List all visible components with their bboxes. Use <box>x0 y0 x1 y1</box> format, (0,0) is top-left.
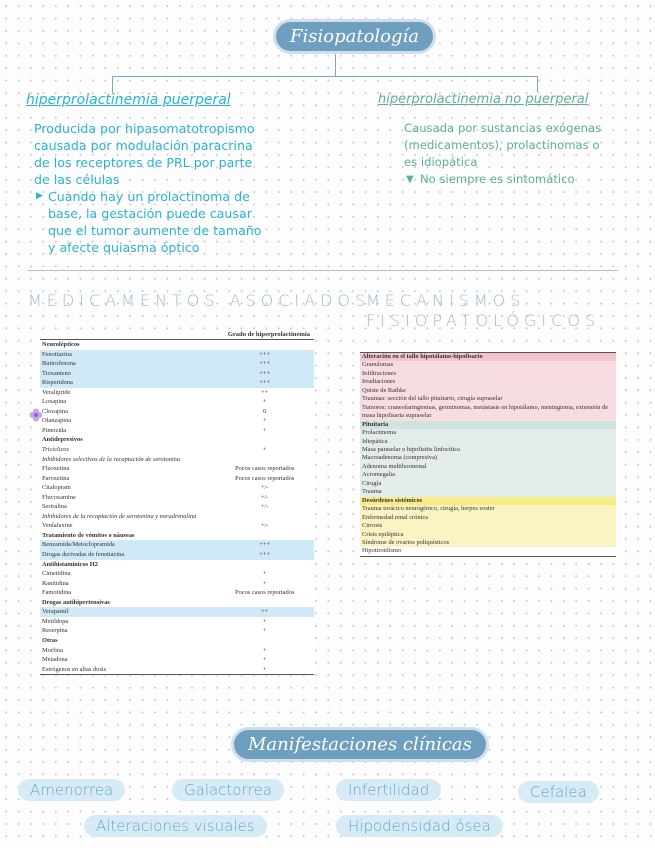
table-row <box>40 521 314 531</box>
drug-name: Loxapina <box>42 398 67 406</box>
drug-grade: +/- <box>260 493 269 501</box>
text-line: Producida por hipasomatotropismo <box>34 121 255 136</box>
chip-amenorrea: Amenorrea <box>18 779 125 801</box>
connector-vertical <box>335 54 336 76</box>
table-row <box>40 445 314 455</box>
table-row <box>40 378 314 388</box>
drug-grade: + <box>262 398 267 406</box>
drug-name: Tratamiento de vómitos o náuseas <box>42 531 135 539</box>
list-item: Infiltraciones <box>360 370 616 378</box>
drug-name: Veralipride <box>42 388 71 396</box>
text-line: es idiopática <box>404 155 478 169</box>
drug-grade: +++ <box>215 350 314 360</box>
bullet-line: No siempre es sintomático <box>420 172 575 186</box>
drug-grade: Pocos casos reportados <box>235 465 295 473</box>
list-item: Macroadenoma (compresiva) <box>360 454 616 462</box>
drug-name: Neurolépticos <box>42 341 80 348</box>
flower-icon <box>29 408 43 422</box>
drug-name: Reserpina <box>42 627 68 635</box>
table-row <box>40 502 314 512</box>
drug-grade: + <box>262 570 267 578</box>
list-item: Granulomas <box>360 361 616 369</box>
table-row <box>40 340 314 350</box>
list-item: Síndrome de ovarios poliquísticos <box>360 539 616 547</box>
bullet-line: y afecte quiasma óptico <box>48 240 200 255</box>
table-row <box>40 435 314 445</box>
table-row <box>40 397 314 407</box>
connector-right <box>537 76 538 92</box>
list-item: Irradiaciones <box>360 378 616 386</box>
drug-name: Drogas derivadas de fenotiazina <box>40 550 215 560</box>
drug-grade: + <box>262 646 267 654</box>
drug-grade <box>215 560 314 570</box>
drug-grade: +/- <box>260 503 269 511</box>
text-line: de los receptores de PRL por parte <box>34 155 253 170</box>
drug-grade: +/- <box>260 484 269 492</box>
drug-grade: Pocos casos reportados <box>235 589 295 597</box>
table-row <box>40 359 314 369</box>
chip-hipodensidad-osea: Hipodensidad ósea <box>336 815 503 837</box>
list-item: Trauma torácico neurogénico, cirugía, herpes zoster <box>360 505 616 513</box>
drug-name: Inhibidores de la recaptación de serotonina y noradrenalina <box>42 512 197 520</box>
table-row <box>40 416 314 426</box>
table-row <box>40 588 314 598</box>
chip-alteraciones-visuales: Alteraciones visuales <box>84 815 267 837</box>
bullet-line: Cuando hay un prolactinoma de <box>48 189 250 204</box>
table-row <box>40 483 314 493</box>
table-row <box>40 550 314 560</box>
drug-name: Cimetidina <box>42 570 71 578</box>
drug-name: Antidepresivos <box>42 436 83 444</box>
mecanismos-title: MECANISMOS FISIOPATOLÓGICOS <box>366 291 601 330</box>
table-row <box>40 407 314 417</box>
drug-grade <box>215 512 314 522</box>
connector-horizontal <box>112 76 538 77</box>
table-row <box>40 636 314 646</box>
drug-name: Antihistamínicos H2 <box>42 560 98 568</box>
table-row <box>40 569 314 579</box>
bullet-line: que el tumor aumente de tamaño <box>48 223 262 238</box>
table-row <box>40 655 314 665</box>
manifestaciones-title: Manifestaciones clínicas <box>234 730 486 759</box>
text-line: (medicamentos), prolactinomas o <box>404 138 600 152</box>
list-item: Tumores: craneofaringiomas, germinomas, metástasis en hipotálamo, meningioma, extensión de masa hipofisaria supraselar <box>360 404 616 421</box>
drug-name: Famotidina <box>42 589 72 597</box>
drug-grade: +++ <box>215 369 314 379</box>
drug-grade: + <box>262 627 267 635</box>
table-row <box>40 579 314 589</box>
drug-name: Drogas antihipertensivas <box>42 598 110 606</box>
drug-grade: +++ <box>215 378 314 388</box>
drug-name: Fluoxetina <box>42 465 70 473</box>
drug-grade: 0 <box>263 407 267 415</box>
drug-grade: ++ <box>261 388 269 396</box>
drug-name: Verapamil <box>40 607 215 617</box>
drug-name: Butirofenona <box>40 359 215 369</box>
drug-name: Venlafaxine <box>42 522 73 530</box>
heart-bullet-icon: ▼ <box>406 174 414 185</box>
list-item: Quiste de Rathke <box>360 387 616 395</box>
table-row <box>40 512 314 522</box>
page-title: Fisiopatología <box>276 22 433 51</box>
branch-right-title: hiperprolactinemia no puerperal <box>378 92 589 107</box>
list-item: Cirugía <box>360 480 616 488</box>
drug-name: Paroxetina <box>42 474 70 482</box>
list-item: Alteración en el tallo hipotálamo-hipofisario <box>360 353 616 361</box>
medicamentos-table-card <box>40 330 314 675</box>
drug-grade <box>215 636 314 646</box>
drug-grade: + <box>262 426 267 434</box>
section-divider <box>28 270 618 271</box>
drug-grade: +++ <box>215 359 314 369</box>
table-row <box>40 617 314 627</box>
drug-grade: + <box>262 656 267 664</box>
drug-name: Citalopram <box>42 484 71 492</box>
drug-name: Olanzapina <box>42 417 72 425</box>
table-row <box>40 369 314 379</box>
medicamentos-title: MEDICAMENTOS ASOCIADOS <box>28 291 371 310</box>
table-row <box>40 665 314 675</box>
drug-name: Fluvoxamine <box>42 493 76 501</box>
table-row <box>40 350 314 360</box>
drug-name: Estrógenos en altas dosis <box>42 665 107 673</box>
drug-name: Tricíclicos <box>42 446 69 454</box>
medicamentos-table <box>40 340 314 674</box>
drug-name: Inhibidores selectivos de la recaptación de serotonina <box>42 455 181 463</box>
drug-name: Risperidona <box>40 378 215 388</box>
drug-grade <box>215 598 314 608</box>
list-item: Crisis epiléptica <box>360 531 616 539</box>
drug-name: Otras <box>42 636 58 644</box>
list-item: Adenoma multihormonal <box>360 463 616 471</box>
list-item: Pituitaria <box>360 421 616 429</box>
list-item: Cirrosis <box>360 522 616 530</box>
drug-grade <box>215 531 314 541</box>
table-row <box>40 426 314 436</box>
list-item: Hipotiroidismo <box>362 547 402 555</box>
table-row <box>40 646 314 656</box>
drug-grade: +++ <box>215 540 314 550</box>
text-line: Causada por sustancias exógenas <box>404 121 602 135</box>
drug-name: Pimozida <box>42 426 67 434</box>
chip-galactorrea: Galactorrea <box>172 779 284 801</box>
drug-grade: + <box>262 665 267 673</box>
drug-grade: + <box>262 446 267 454</box>
drug-name: Benzamida/Metoclopramida <box>40 540 215 550</box>
text-line: causada por modulación paracrina <box>34 138 253 153</box>
drug-grade: + <box>262 417 267 425</box>
list-item: Masa paraselar o hipofisitis linfocítica <box>360 446 616 454</box>
table-row <box>40 474 314 484</box>
list-item: Acromegalia <box>360 471 616 479</box>
chip-infertilidad: Infertilidad <box>336 779 441 801</box>
table-row <box>40 626 314 636</box>
list-item: Enfermedad renal crónica <box>360 514 616 522</box>
table-row <box>40 464 314 474</box>
text-line: de las células <box>34 172 120 187</box>
branch-right-body <box>404 120 601 188</box>
chip-cefalea: Cefalea <box>518 781 599 803</box>
table-row <box>40 531 314 541</box>
list-item: Idiopática <box>360 438 616 446</box>
drug-grade: + <box>262 579 267 587</box>
table-row <box>40 607 314 617</box>
branch-left-body <box>34 120 262 256</box>
drug-name: Morfina <box>42 646 63 654</box>
drug-grade <box>215 340 314 350</box>
table-row <box>40 455 314 465</box>
drug-grade: + <box>262 617 267 625</box>
table-row <box>40 388 314 398</box>
column-header: Grado de hiperprolactinemia <box>227 331 310 338</box>
bullet-line: base, la gestación puede causar <box>48 206 252 221</box>
drug-grade: +++ <box>215 550 314 560</box>
table-row <box>40 598 314 608</box>
drug-grade <box>215 455 314 465</box>
table-row <box>40 560 314 570</box>
drug-name: Fenotiazina <box>40 350 215 360</box>
drug-grade: Pocos casos reportados <box>235 474 295 482</box>
list-item: Trauma <box>360 488 616 496</box>
list-item: Traumas: sección del tallo pituitario, cirugía supraselar <box>360 395 616 403</box>
branch-left-title: hiperprolactinemia puerperal <box>26 92 231 108</box>
drug-grade: +/- <box>260 522 269 530</box>
drug-name: Tioxanteno <box>40 369 215 379</box>
table-row <box>40 493 314 503</box>
list-item: Desórdenes sistémicos <box>360 497 616 505</box>
bullet-icon: ▶ <box>36 191 43 201</box>
table-row <box>40 540 314 550</box>
drug-grade <box>215 435 314 445</box>
drug-name: Metildopa <box>42 617 69 625</box>
drug-name: Ranitidina <box>42 579 69 587</box>
drug-name: Sertralina <box>42 503 67 511</box>
mecanismos-list <box>360 352 616 557</box>
list-item: Prolactinoma <box>360 429 616 437</box>
drug-name: Clozapina <box>42 407 68 415</box>
drug-grade: ++ <box>215 607 314 617</box>
drug-name: Metadona <box>42 656 68 664</box>
